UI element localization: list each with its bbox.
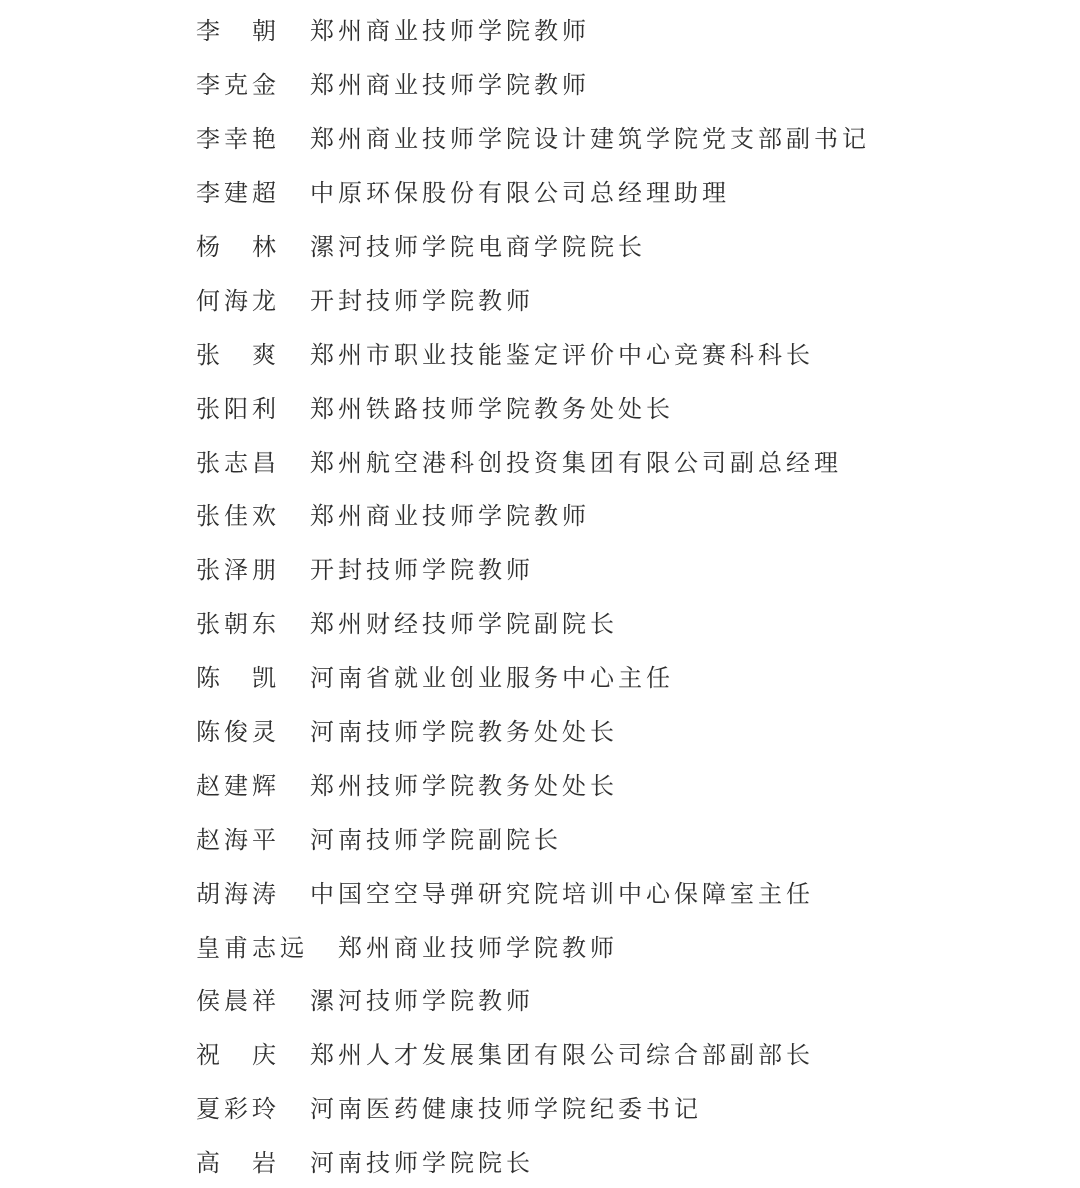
roster-row xyxy=(0,649,1080,703)
person-name: 李建超 xyxy=(196,181,280,208)
person-title: 河南技师学院副院长 xyxy=(310,827,562,854)
person-title: 河南医药健康技师学院纪委书记 xyxy=(310,1097,702,1124)
roster-row xyxy=(0,1026,1080,1080)
person-title: 开封技师学院教师 xyxy=(310,558,534,585)
person-title: 郑州商业技师学院教师 xyxy=(310,504,590,531)
roster-row xyxy=(0,487,1080,541)
person-title: 河南技师学院院长 xyxy=(310,1151,534,1178)
person-title: 河南技师学院教务处处长 xyxy=(310,720,618,747)
roster-row xyxy=(0,595,1080,649)
person-name: 张佳欢 xyxy=(196,504,280,531)
person-name: 赵海平 xyxy=(196,827,280,854)
person-name: 陈 凯 xyxy=(196,666,280,693)
roster-row xyxy=(0,1080,1080,1134)
person-name: 陈俊灵 xyxy=(196,720,280,747)
person-title: 郑州铁路技师学院教务处处长 xyxy=(310,396,674,423)
person-name: 侯晨祥 xyxy=(196,989,280,1016)
person-name: 杨 林 xyxy=(196,235,280,261)
person-name: 何海龙 xyxy=(196,288,280,315)
roster-row xyxy=(0,56,1080,110)
person-name: 李克金 xyxy=(196,73,280,100)
person-name: 皇甫志远 xyxy=(196,935,308,962)
roster-row xyxy=(0,110,1080,164)
person-title: 中原环保股份有限公司总经理助理 xyxy=(310,181,730,208)
person-name: 张阳利 xyxy=(196,396,280,423)
roster-row xyxy=(0,218,1080,272)
roster-row xyxy=(0,864,1080,918)
person-title: 郑州商业技师学院教师 xyxy=(310,73,590,100)
person-title: 郑州财经技师学院副院长 xyxy=(310,612,618,639)
roster-row xyxy=(0,541,1080,595)
person-title: 河南省就业创业服务中心主任 xyxy=(310,666,674,693)
person-title: 郑州市职业技能鉴定评价中心竞赛科科长 xyxy=(310,342,814,369)
roster-row xyxy=(0,2,1080,56)
person-name: 胡海涛 xyxy=(196,881,280,908)
person-title: 中国空空导弹研究院培训中心保障室主任 xyxy=(310,881,814,908)
person-name: 祝 庆 xyxy=(196,1043,280,1070)
roster-row xyxy=(0,164,1080,218)
person-title: 郑州商业技师学院教师 xyxy=(310,19,590,46)
person-name: 夏彩玲 xyxy=(196,1097,280,1124)
person-title: 郑州航空港科创投资集团有限公司副总经理 xyxy=(310,450,842,477)
roster-row xyxy=(0,325,1080,379)
roster-row xyxy=(0,703,1080,757)
roster-row xyxy=(0,271,1080,325)
person-name: 赵建辉 xyxy=(196,773,280,800)
person-name: 李 朝 xyxy=(196,19,280,46)
person-title: 漯河技师学院电商学院院长 xyxy=(310,235,646,261)
person-name: 张泽朋 xyxy=(196,558,280,585)
person-name: 李幸艳 xyxy=(196,127,280,154)
person-name: 张朝东 xyxy=(196,612,280,639)
person-title: 开封技师学院教师 xyxy=(310,288,534,315)
person-title: 郑州技师学院教务处处长 xyxy=(310,773,618,800)
roster-row xyxy=(0,433,1080,487)
roster-row xyxy=(0,1134,1080,1188)
person-name: 张志昌 xyxy=(196,450,280,477)
person-title: 漯河技师学院教师 xyxy=(310,989,534,1016)
person-title: 郑州人才发展集团有限公司综合部副部长 xyxy=(310,1043,814,1070)
person-title: 郑州商业技师学院设计建筑学院党支部副书记 xyxy=(310,127,870,154)
person-name: 张 爽 xyxy=(196,342,280,369)
roster-row xyxy=(0,918,1080,972)
person-title: 郑州商业技师学院教师 xyxy=(338,935,618,962)
roster-row xyxy=(0,972,1080,1026)
roster-row xyxy=(0,379,1080,433)
person-name: 高 岩 xyxy=(196,1151,280,1178)
roster-row xyxy=(0,810,1080,864)
roster-row xyxy=(0,756,1080,810)
roster-list xyxy=(0,2,1080,1188)
